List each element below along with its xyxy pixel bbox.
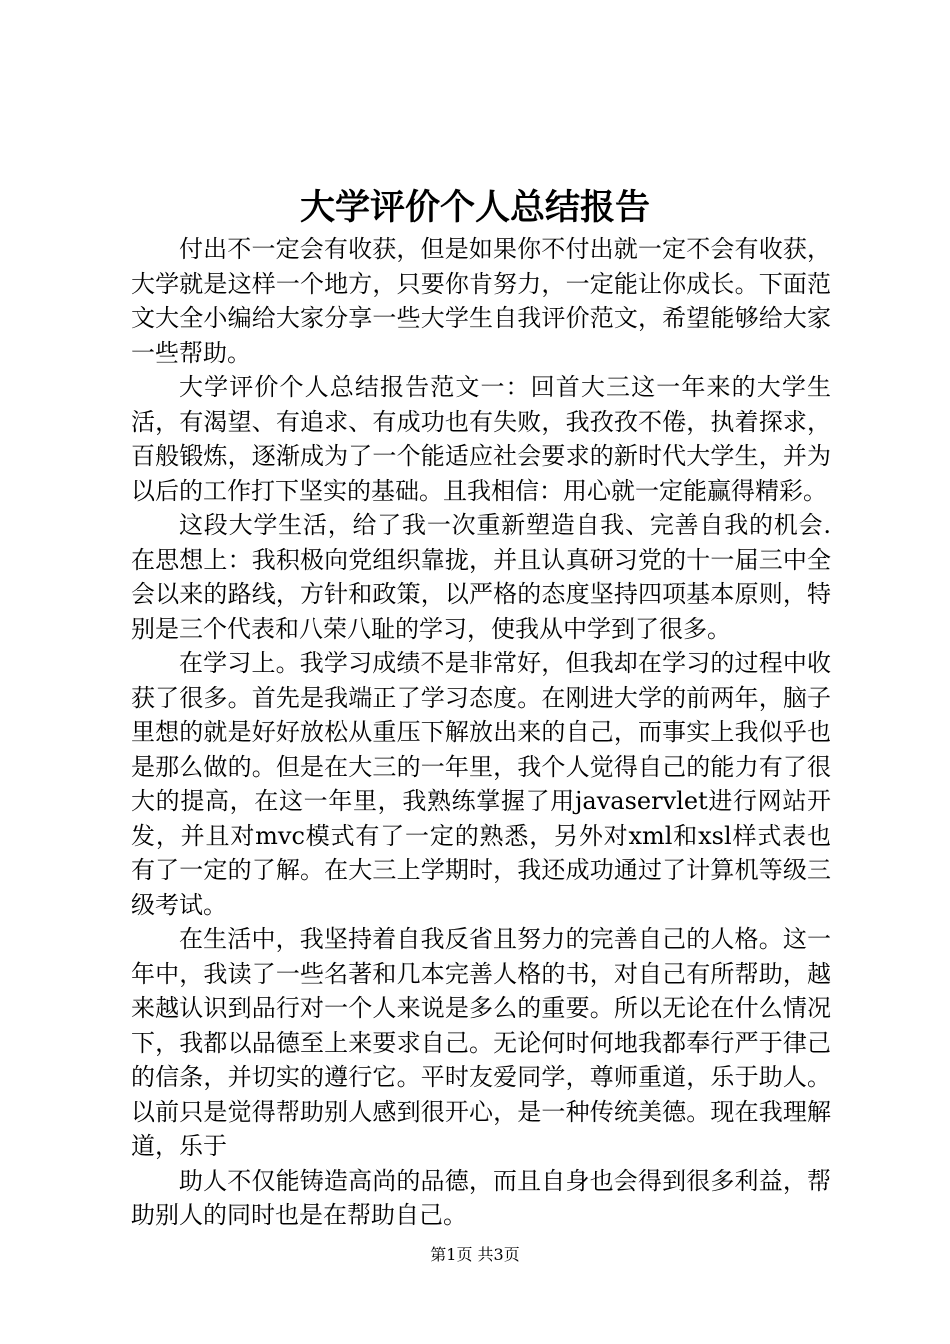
paragraph-life: 在生活中，我坚持着自我反省且努力的完善自己的人格。这一年中，我读了一些名著和几本完善人格的书，对自己有所帮助，越来越认识到品行对一个人来说是多么的重要。所以无论在什么情况下，我都以品德至上来要求自己。无论何时何地我都奉行严于律己的信条，并切实的遵行它。平时友爱同学，尊师重道，乐于助人。以前只是觉得帮助别人感到很开心，是一种传统美德。现在我理解道，乐于 [131,925,831,1160]
paragraph-intro: 付出不一定会有收获，但是如果你不付出就一定不会有收获，大学就是这样一个地方，只要你肯努力，一定能让你成长。下面范文大全小编给大家分享一些大学生自我评价范文，希望能够给大家一些帮助。 [131,235,831,367]
document-title: 大学评价个人总结报告 [299,187,650,228]
document-body [131,232,831,1233]
paragraph-helping: 助人不仅能铸造高尚的品德，而且自身也会得到很多利益，帮助别人的同时也是在帮助自己。 [131,1166,831,1229]
page-number-footer: 第1页 共3页 [430,1245,520,1264]
paragraph-thought: 这段大学生活，给了我一次重新塑造自我、完善自我的机会.在思想上：我积极向党组织靠拢，并且认真研习党的十一届三中全会以来的路线，方针和政策，以严格的态度坚持四项基本原则，特别是三个代表和八荣八耻的学习，使我从中学到了很多。 [131,511,831,643]
paragraph-sample-one: 大学评价个人总结报告范文一：回首大三这一年来的大学生活，有渴望、有追求、有成功也有失败，我孜孜不倦，执着探求，百般锻炼，逐渐成为了一个能适应社会要求的新时代大学生，并为以后的工作打下坚实的基础。且我相信：用心就一定能赢得精彩。 [131,373,831,505]
paragraph-study: 在学习上。我学习成绩不是非常好，但我却在学习的过程中收获了很多。首先是我端正了学习态度。在刚进大学的前两年，脑子里想的就是好好放松从重压下解放出来的自己，而事实上我似乎也是那么做的。但是在大三的一年里，我个人觉得自己的能力有了很大的提高，在这一年里，我熟练掌握了用javaservlet进行网站开发，并且对mvc模式有了一定的熟悉，另外对xml和xsl样式表也有了一定的了解。在大三上学期时，我还成功通过了计算机等级三级考试。 [131,649,831,919]
